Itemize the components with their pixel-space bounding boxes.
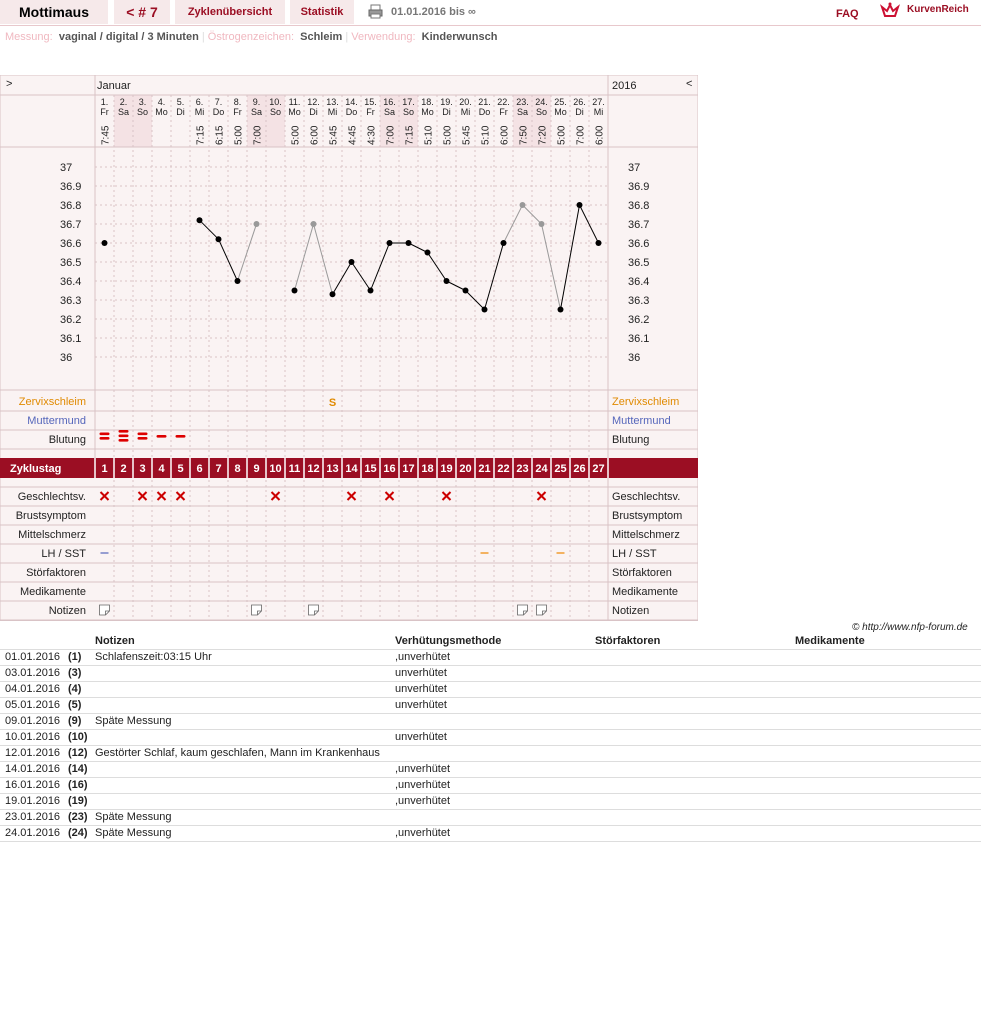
cycle-day-number: 23 [516,463,529,475]
y-tick-right: 36.9 [628,181,650,193]
weekday-label: So [269,107,282,117]
cycle-chart-svg [0,75,698,621]
weekday-label: Mo [554,107,567,117]
temp-point [406,240,412,246]
note-cycleday: (9) [68,715,82,727]
bleeding-mark [100,437,110,440]
day-number: 6. [195,97,204,107]
row-label-mucus-left: Zervixschleim [18,396,86,408]
row-label-disturb-right: Störfaktoren [612,567,672,579]
y-tick-right: 36.3 [628,295,650,307]
note-cycleday: (5) [68,699,82,711]
row-label-disturb-left: Störfaktoren [26,567,86,579]
measure-time: 5:10 [480,125,492,145]
note-text: Schlafenszeit:03:15 Uhr [95,651,212,663]
day-number: 26. [573,97,586,107]
day-number: 11. [288,97,301,107]
measure-time: 7:15 [195,125,207,145]
day-number: 13. [326,97,339,107]
cycle-day-number: 19 [440,463,453,475]
note-date: 03.01.2016 [5,667,61,679]
weekday-label: Sa [117,107,130,117]
y-tick-left: 37 [60,162,73,174]
weekday-label: Di [309,107,318,117]
temp-point [311,221,317,227]
col-medication: Medikamente [795,635,865,647]
row-label-mucus-right: Zervixschleim [612,396,680,408]
cycle-day-number: 20 [459,463,472,475]
y-tick-right: 36.7 [628,219,650,231]
cycle-day-number: 17 [402,463,415,475]
bleeding-mark [100,433,110,436]
day-number: 24. [535,97,548,107]
y-tick-right: 36.2 [628,314,650,326]
bleeding-mark [119,435,129,438]
note-date: 14.01.2016 [5,763,61,775]
top-bar [0,0,981,26]
bleeding-mark [176,435,186,438]
y-tick-left: 36.6 [60,238,82,250]
temp-point [558,307,564,313]
measure-value: vaginal / digital / 3 Minuten [58,31,199,43]
cycle-day-number: 11 [288,463,301,475]
weekday-label: Di [442,107,451,117]
y-tick-right: 36.5 [628,257,650,269]
y-tick-left: 36.3 [60,295,82,307]
usage-label: Verwendung: [351,31,416,43]
day-number: 27. [592,97,605,107]
measure-time: 6:00 [499,125,511,145]
note-text: Späte Messung [95,811,172,823]
cycle-day-label: Zyklustag [10,463,62,475]
note-date: 12.01.2016 [5,747,61,759]
y-tick-left: 36.5 [60,257,82,269]
note-cycleday: (1) [68,651,82,663]
cycle-day-number: 8 [234,463,241,475]
day-number: 23. [516,97,529,107]
temp-point [292,288,298,294]
day-number: 4. [157,97,166,107]
row-label-midpain-right: Mittelschmerz [612,529,680,541]
day-number: 14. [345,97,358,107]
note-date: 19.01.2016 [5,795,61,807]
measure-time: 5:00 [556,125,568,145]
y-tick-left: 36.9 [60,181,82,193]
temp-point [254,221,260,227]
day-number: 9. [252,97,261,107]
cycle-day-number: 13 [326,463,339,475]
measure-time: 6:00 [594,125,606,145]
row-label-breast-right: Brustsymptom [612,510,683,522]
measure-time: 7:00 [252,125,264,145]
row-label-meds-left: Medikamente [19,586,86,598]
note-text: Späte Messung [95,827,172,839]
bleeding-mark [138,437,148,440]
date-range: 01.01.2016 bis ∞ [391,6,476,18]
note-method: unverhütet [395,699,447,711]
note-date: 24.01.2016 [5,827,61,839]
cycle-day-number: 22 [497,463,510,475]
y-tick-right: 36.6 [628,238,650,250]
temp-point [197,217,203,223]
cycle-day-number: 6 [196,463,203,475]
measure-time: 5:00 [233,125,245,145]
notes-row [0,682,981,698]
temp-point [482,307,488,313]
y-tick-right: 37 [628,162,641,174]
measure-time: 7:15 [404,125,416,145]
note-cycleday: (24) [68,827,88,839]
weekday-label: Mi [194,107,205,117]
year-label: 2016 [612,80,637,92]
weekday-label: So [402,107,415,117]
weekday-label: Fr [233,107,242,117]
cycle-day-number: 1 [101,463,108,475]
y-tick-left: 36.7 [60,219,82,231]
row-label-bleeding-right: Blutung [612,434,650,446]
notes-row [0,714,981,730]
row-label-sex-left: Geschlechtsv. [17,491,86,503]
notes-row [0,746,981,762]
day-number: 18. [421,97,434,107]
day-number: 1. [100,97,109,107]
note-text: Gestörter Schlaf, kaum geschlafen, Mann im Krankenhaus [95,747,380,759]
tab-statistics[interactable]: Statistik [290,0,354,24]
note-method: ,unverhütet [395,651,451,663]
cycle-day-number: 15 [364,463,377,475]
notes-row [0,730,981,746]
notes-table-header [0,634,981,650]
usage-value: Kinderwunsch [421,31,498,43]
notes-row [0,810,981,826]
temp-point [577,202,583,208]
note-date: 04.01.2016 [5,683,61,695]
temp-point [596,240,602,246]
note-method: ,unverhütet [395,779,451,791]
weekday-label: Mo [288,107,301,117]
note-date: 10.01.2016 [5,731,61,743]
cycle-day-number: 24 [535,463,548,475]
col-notes: Notizen [95,635,135,647]
cycle-day-number: 14 [345,463,358,475]
weekday-label: Mi [460,107,471,117]
cycle-day-number: 4 [158,463,165,475]
tab-cycle-overview[interactable]: Zyklenübersicht [175,0,285,24]
temp-point [387,240,393,246]
notes-row [0,698,981,714]
notes-row [0,778,981,794]
weekday-label: Mo [421,107,434,117]
note-cycleday: (10) [68,731,88,743]
measure-label: Messung: [5,31,53,43]
measure-time: 5:10 [423,125,435,145]
day-number: 3. [138,97,147,107]
y-tick-right: 36.1 [628,333,650,345]
bleeding-mark [119,439,129,442]
printer-icon[interactable] [368,4,383,19]
bleeding-mark [157,435,167,438]
weekday-label: Sa [250,107,263,117]
weekday-label: Fr [499,107,508,117]
row-label-breast-left: Brustsymptom [15,510,86,522]
day-number: 25. [554,97,567,107]
note-cycleday: (23) [68,811,88,823]
row-label-cervix-right: Muttermund [612,415,671,427]
weekday-label: Mo [155,107,168,117]
note-date: 05.01.2016 [5,699,61,711]
cycle-day-number: 25 [554,463,567,475]
bleeding-mark [119,430,129,433]
chart-nav-prev: > [6,78,13,90]
cycle-day-number: 9 [253,463,260,475]
row-label-notes-left: Notizen [48,605,86,617]
note-date: 01.01.2016 [5,651,61,663]
logo-text[interactable]: KurvenReich [907,4,969,15]
weekday-label: Fr [100,107,109,117]
note-method: unverhütet [395,667,447,679]
col-disturbances: Störfaktoren [595,635,661,647]
temp-point [349,259,355,265]
note-method: ,unverhütet [395,795,451,807]
day-number: 7. [214,97,223,107]
note-cycleday: (12) [68,747,88,759]
y-tick-right: 36 [628,352,641,364]
copyright: © http://www.nfp-forum.de [852,622,968,633]
note-cycleday: (3) [68,667,82,679]
temp-point [444,278,450,284]
row-label-meds-right: Medikamente [612,586,679,598]
y-tick-left: 36.2 [60,314,82,326]
measure-time: 6:00 [309,125,321,145]
cycle-day-number: 12 [307,463,320,475]
month-label: Januar [97,80,131,92]
weekday-label: So [136,107,149,117]
estrogen-value: Schleim [300,31,343,43]
day-number: 8. [233,97,242,107]
temp-point [216,236,222,242]
faq-link[interactable]: FAQ [836,8,859,20]
notes-row [0,650,981,666]
measure-time: 4:45 [347,125,359,145]
cycle-day-number: 10 [269,463,282,475]
mucus-mark: S [328,397,337,409]
cycle-day-number: 3 [139,463,146,475]
measurement-info: Messung: vaginal / digital / 3 Minuten | Östrogenzeichen: Schleim | Verwendung: Kinderwunsch [5,31,498,43]
chart-background [0,75,698,621]
y-tick-right: 36.8 [628,200,650,212]
y-tick-left: 36 [60,352,73,364]
note-method: ,unverhütet [395,827,451,839]
bleeding-mark [138,433,148,436]
notes-body [0,650,981,842]
weekday-label: Do [345,107,358,117]
temp-point [102,240,108,246]
temp-point [330,291,336,297]
measure-time: 7:00 [385,125,397,145]
weekday-label: Di [575,107,584,117]
cycle-day-number: 5 [177,463,184,475]
weekday-label: Fr [366,107,375,117]
measure-time: 5:45 [328,125,340,145]
crown-logo-icon[interactable] [880,2,900,20]
day-number: 17. [402,97,415,107]
note-date: 16.01.2016 [5,779,61,791]
row-label-lh-right: LH / SST [612,548,657,560]
y-tick-right: 36.4 [628,276,650,288]
estrogen-label: Östrogenzeichen: [207,31,294,43]
note-text: Späte Messung [95,715,172,727]
note-cycleday: (14) [68,763,88,775]
cycle-day-number: 2 [120,463,127,475]
weekday-label: Sa [383,107,396,117]
notes-row [0,794,981,810]
row-label-lh-left: LH / SST [41,548,86,560]
row-label-cervix-left: Muttermund [27,415,86,427]
y-tick-left: 36.8 [60,200,82,212]
weekday-label: Mi [593,107,604,117]
day-number: 15. [364,97,377,107]
day-number: 19. [440,97,453,107]
temp-point [235,278,241,284]
day-number: 21. [478,97,491,107]
measure-time: 7:45 [100,125,112,145]
y-tick-left: 36.1 [60,333,82,345]
measure-time: 7:00 [575,125,587,145]
temp-point [425,250,431,256]
note-method: ,unverhütet [395,763,451,775]
day-number: 5. [176,97,185,107]
y-tick-left: 36.4 [60,276,82,288]
chart-nav-next: < [686,78,693,90]
measure-time: 7:20 [537,125,549,145]
notes-table [0,634,981,842]
col-method: Verhütungsmethode [395,635,502,647]
row-label-bleeding-left: Blutung [48,434,86,446]
cycle-day-number: 7 [215,463,222,475]
note-cycleday: (4) [68,683,82,695]
notes-row [0,826,981,842]
day-number: 12. [307,97,320,107]
measure-time: 5:00 [290,125,302,145]
note-method: unverhütet [395,683,447,695]
day-number: 10. [269,97,282,107]
row-label-notes-right: Notizen [612,605,650,617]
cycle-day-number: 18 [421,463,434,475]
day-number: 22. [497,97,510,107]
measure-time: 7:50 [518,125,530,145]
note-date: 09.01.2016 [5,715,61,727]
temp-point [368,288,374,294]
note-cycleday: (16) [68,779,88,791]
note-method: unverhütet [395,731,447,743]
cycle-day-number: 16 [383,463,396,475]
cycle-day-number: 21 [478,463,491,475]
weekday-label: Sa [516,107,529,117]
day-number: 2. [119,97,128,107]
temp-point [501,240,507,246]
weekday-label: Do [478,107,491,117]
measure-time: 5:45 [461,125,473,145]
cycle-chart [0,75,698,621]
row-label-sex-right: Geschlechtsv. [612,491,681,503]
notes-row [0,666,981,682]
weekday-label: Mi [327,107,338,117]
note-date: 23.01.2016 [5,811,61,823]
note-cycleday: (19) [68,795,88,807]
user-name[interactable]: Mottimaus [0,0,108,24]
measure-time: 4:30 [366,125,378,145]
day-number: 20. [459,97,472,107]
temp-point [463,288,469,294]
temp-point [520,202,526,208]
weekday-label: Di [176,107,185,117]
notes-row [0,762,981,778]
measure-time: 5:00 [442,125,454,145]
day-number: 16. [383,97,396,107]
cycle-day-number: 26 [573,463,586,475]
measure-time: 6:15 [214,125,226,145]
row-label-midpain-left: Mittelschmerz [18,529,86,541]
weekday-label: So [535,107,548,117]
cycle-prev-button[interactable]: < # 7 [114,0,170,24]
temp-point [539,221,545,227]
weekday-label: Do [212,107,225,117]
cycle-day-number: 27 [592,463,605,475]
